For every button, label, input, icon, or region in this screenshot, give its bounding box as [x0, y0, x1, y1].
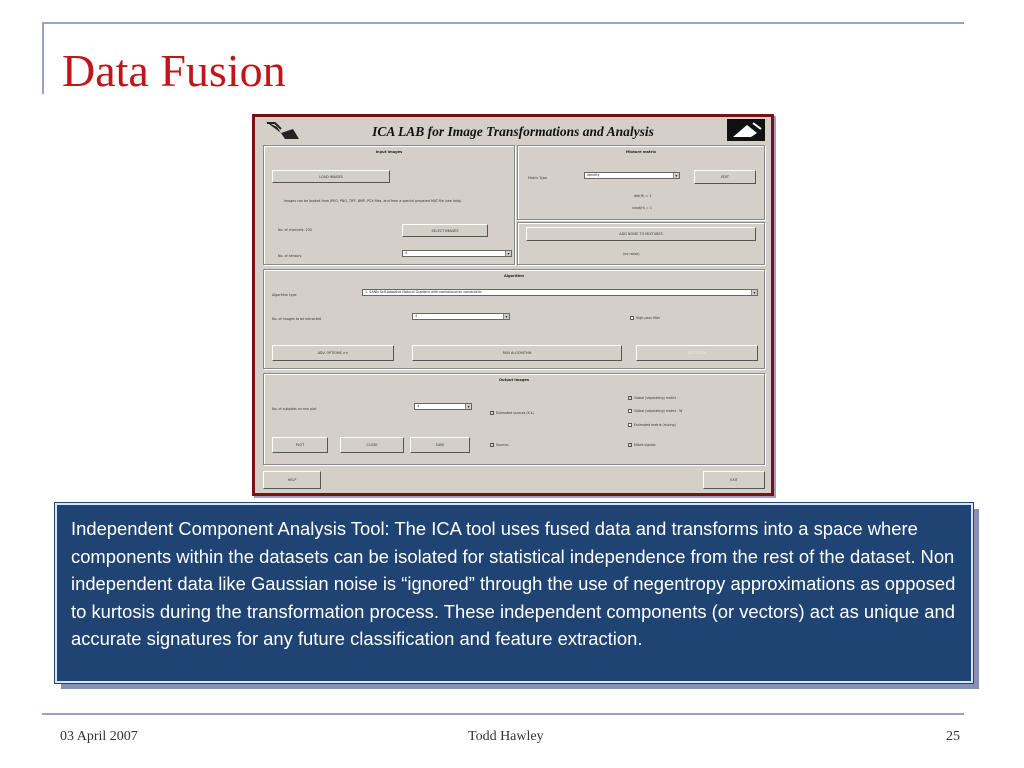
chevron-down-icon: ▾	[465, 404, 471, 409]
slide-title: Data Fusion	[62, 45, 286, 96]
panel-title: Algorithm	[503, 274, 525, 278]
footer-date: 03 April 2007	[60, 729, 138, 744]
save-button[interactable]: SAVE	[410, 437, 470, 453]
channels-label: No. of channels: 235	[278, 228, 312, 232]
algorithm-panel	[263, 269, 765, 369]
edit-matrix-button[interactable]: EDIT	[694, 170, 756, 184]
cond-text: cond(H) = 1	[632, 206, 653, 210]
extract-count-label: No. of images to be extracted	[272, 317, 322, 321]
plot-button[interactable]: PLOT	[272, 437, 328, 453]
footer-page-number: 25	[946, 729, 960, 744]
algorithm-type-value: 1. SANN Self-Adaptive Natural Gradient with nonholonomic constraints	[365, 290, 482, 294]
help-button[interactable]: HELP	[263, 471, 321, 489]
load-images-button[interactable]: LOAD IMAGES	[272, 170, 390, 183]
output-images-panel	[263, 373, 765, 465]
chevron-down-icon: ▾	[751, 290, 757, 295]
sources-label: Sources	[496, 443, 509, 447]
estimated-matrix-checkbox[interactable]	[628, 423, 676, 427]
global-matrix-checkbox[interactable]	[628, 396, 676, 400]
sensors-select[interactable]	[402, 250, 512, 257]
close-button[interactable]: CLOSE	[340, 437, 404, 453]
checkbox-box	[628, 423, 632, 427]
global-matrix-w-label: Global (separating) matrix - W	[634, 409, 683, 413]
footer-author: Todd Hawley	[468, 729, 544, 744]
run-algorithm-button[interactable]: RUN ALGORITHM	[412, 345, 622, 361]
estimated-matrix-label: Estimated matrix (mixing)	[634, 423, 676, 427]
panel-title: Input images	[375, 150, 403, 154]
checkbox-box: ✓	[629, 443, 633, 447]
subplots-value: 4	[417, 404, 420, 408]
extract-count-select[interactable]	[412, 313, 510, 320]
checkbox-box: ✓	[491, 411, 495, 415]
chevron-down-icon: ▾	[505, 251, 511, 256]
description-box: Independent Component Analysis Tool: The ICA tool uses fused data and transforms into a space where components within the datasets can be isolated for statistical independence from the rest of the dataset. Non independent data like Gaussian noise is “ignored” through the use of negentropy approximations as opposed to kurtosis during the transformation process. These independent components (or vectors) act as unique and accurate signatures for any future classification and feature extraction.	[55, 503, 973, 683]
sources-checkbox[interactable]	[490, 443, 509, 447]
deflation-button[interactable]: DEFLATION	[636, 345, 758, 361]
estimated-sources-label: Estimated sources (ICs)	[496, 411, 534, 415]
algorithm-type-label: Algorithm type	[272, 293, 297, 297]
mixture-matrix-panel	[517, 145, 765, 220]
subplots-label: No. of subplots on one plot	[272, 407, 317, 411]
chevron-down-icon: ▾	[503, 314, 509, 319]
subplots-select[interactable]	[414, 403, 472, 410]
load-help-text: Images can be loaded from JPEG, PNG, TIFF, BMP, PCX files, and from a special prepared MAT-file (see help)	[284, 199, 462, 203]
matrix-type-select[interactable]	[584, 172, 680, 179]
panel-title: Mixture matrix	[625, 150, 657, 154]
top-rule	[42, 22, 964, 24]
exit-button[interactable]: EXIT	[703, 471, 765, 489]
sensors-label: No. of sensors	[278, 254, 302, 258]
checkbox-box	[628, 409, 632, 413]
det-text: det(H) = 1	[634, 194, 652, 198]
chevron-down-icon: ▾	[673, 173, 679, 178]
checkbox-box	[630, 316, 634, 320]
input-images-panel	[263, 145, 515, 265]
logo-icon	[727, 119, 765, 141]
adv-options-button[interactable]: ADV. OPTIONS >>	[272, 345, 394, 361]
panel-title: Output images	[499, 378, 529, 382]
sensors-value: 4	[405, 251, 408, 255]
select-images-button[interactable]: SELECT IMAGES	[402, 224, 488, 237]
checkbox-box: ✓	[629, 396, 633, 400]
global-matrix-w-checkbox[interactable]	[628, 409, 682, 413]
ica-lab-screenshot	[252, 114, 774, 496]
algorithm-type-select[interactable]	[362, 289, 758, 296]
extract-count-value: 4	[415, 314, 418, 318]
matrix-type-value: identity	[587, 173, 600, 177]
left-rule	[42, 22, 44, 94]
global-matrix-label: Global (separating) matrix	[634, 396, 677, 400]
highpass-checkbox[interactable]	[630, 316, 660, 320]
mixed-signals-checkbox[interactable]	[628, 443, 656, 447]
mixed-signals-label: Mixed signals	[634, 443, 656, 447]
checkbox-box: ✓	[491, 443, 495, 447]
add-noise-button[interactable]: ADD NOISE TO MIXTURES	[526, 227, 756, 241]
estimated-sources-checkbox[interactable]	[490, 411, 534, 415]
noise-panel	[517, 222, 765, 265]
highpass-label: High-pass filter	[636, 316, 661, 320]
matrix-type-label: Matrix Type	[528, 176, 548, 180]
noise-status: (no noise)	[623, 252, 640, 256]
app-title: ICA LAB for Image Transformations and Analysis	[372, 124, 654, 139]
bottom-rule	[42, 713, 964, 715]
